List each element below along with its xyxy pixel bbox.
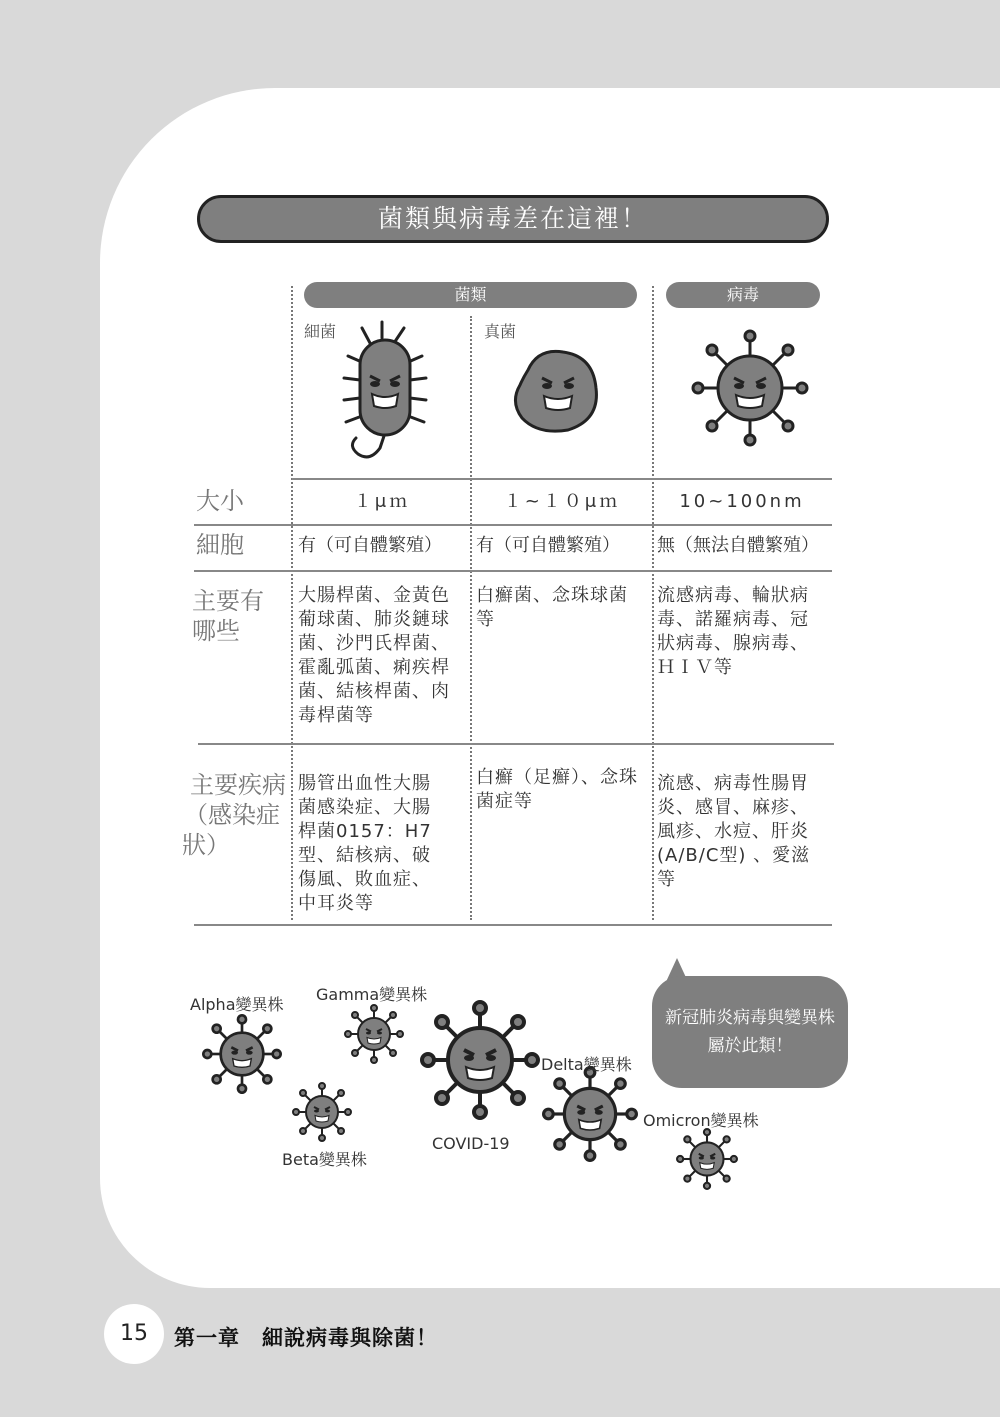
fungi-icon <box>508 340 608 440</box>
examples-fungi: 白癬菌、念珠球菌 等 <box>476 585 628 630</box>
size-bacteria: １μｍ <box>353 491 411 512</box>
bacteria-icon <box>330 318 440 468</box>
diseases-fungi: 白癬（足癬）、念珠 菌症等 <box>476 767 638 812</box>
diseases-virus: 流感、病毒性腸胃 炎、感冒、麻疹、 風疹、水痘、肝炎 (A/B/C型) 、愛滋 等 <box>657 773 811 890</box>
speech-bubble: 新冠肺炎病毒與變異株 屬於此類！ <box>652 976 848 1088</box>
label-gamma: Gamma變異株 <box>316 985 428 1004</box>
variant-virus-icon <box>202 1014 282 1094</box>
variant-virus-icon <box>542 1066 638 1162</box>
virus-icon <box>690 328 810 448</box>
row-divider <box>194 570 832 572</box>
diseases-bacteria: 腸管出血性大腸 菌感染症、大腸 桿菌0157：H7 型、結核病、破 傷風、敗血症、 中耳炎等 <box>298 773 432 914</box>
row-divider <box>292 478 832 480</box>
header-virus: 病毒 <box>666 282 820 308</box>
column-divider <box>291 286 293 920</box>
page-title: 菌類與病毒差在這裡！ <box>197 195 829 243</box>
chapter-title: 第一章 細說病毒與除菌！ <box>174 1326 438 1350</box>
row-divider <box>194 924 832 926</box>
label-covid: COVID-19 <box>432 1134 510 1153</box>
row-divider <box>198 743 834 745</box>
label-alpha: Alpha變異株 <box>190 995 284 1014</box>
row-label-cell: 細胞 <box>196 531 244 559</box>
variant-virus-icon <box>292 1082 352 1142</box>
subheader-bacteria: 細菌 <box>304 322 337 341</box>
row-divider <box>194 524 832 526</box>
column-divider <box>470 316 472 920</box>
cell-fungi: 有（可自體繁殖） <box>476 535 620 556</box>
label-omicron: Omicron變異株 <box>643 1111 759 1130</box>
cell-virus: 無（無法自體繁殖） <box>657 535 819 556</box>
row-label-size: 大小 <box>196 487 244 515</box>
variant-virus-icon <box>420 1000 540 1120</box>
header-fungi-bacteria: 菌類 <box>304 282 637 308</box>
label-beta: Beta變異株 <box>282 1150 367 1169</box>
row-label-diseases: 主要疾病 （感染症 狀） <box>182 771 286 859</box>
variant-virus-icon <box>676 1128 738 1190</box>
size-fungi: １~１０μｍ <box>503 491 621 512</box>
page-number: 15 <box>104 1304 164 1364</box>
row-label-examples: 主要有 哪些 <box>192 587 264 645</box>
examples-bacteria: 大腸桿菌、金黃色 葡球菌、肺炎鏈球 菌、沙門氏桿菌、 霍亂弧菌、痢疾桿 菌、結核桿菌、肉 毒桿菌等 <box>298 585 450 726</box>
cell-bacteria: 有（可自體繁殖） <box>298 535 442 556</box>
size-virus: 10~100nm <box>679 491 805 512</box>
variant-virus-icon <box>344 1004 404 1064</box>
label-delta: Delta變異株 <box>541 1055 632 1074</box>
examples-virus: 流感病毒、輪狀病 毒、諾羅病毒、冠 狀病毒、腺病毒、 ＨＩＶ等 <box>657 585 809 678</box>
subheader-fungi: 真菌 <box>484 322 517 341</box>
column-divider <box>652 286 654 920</box>
